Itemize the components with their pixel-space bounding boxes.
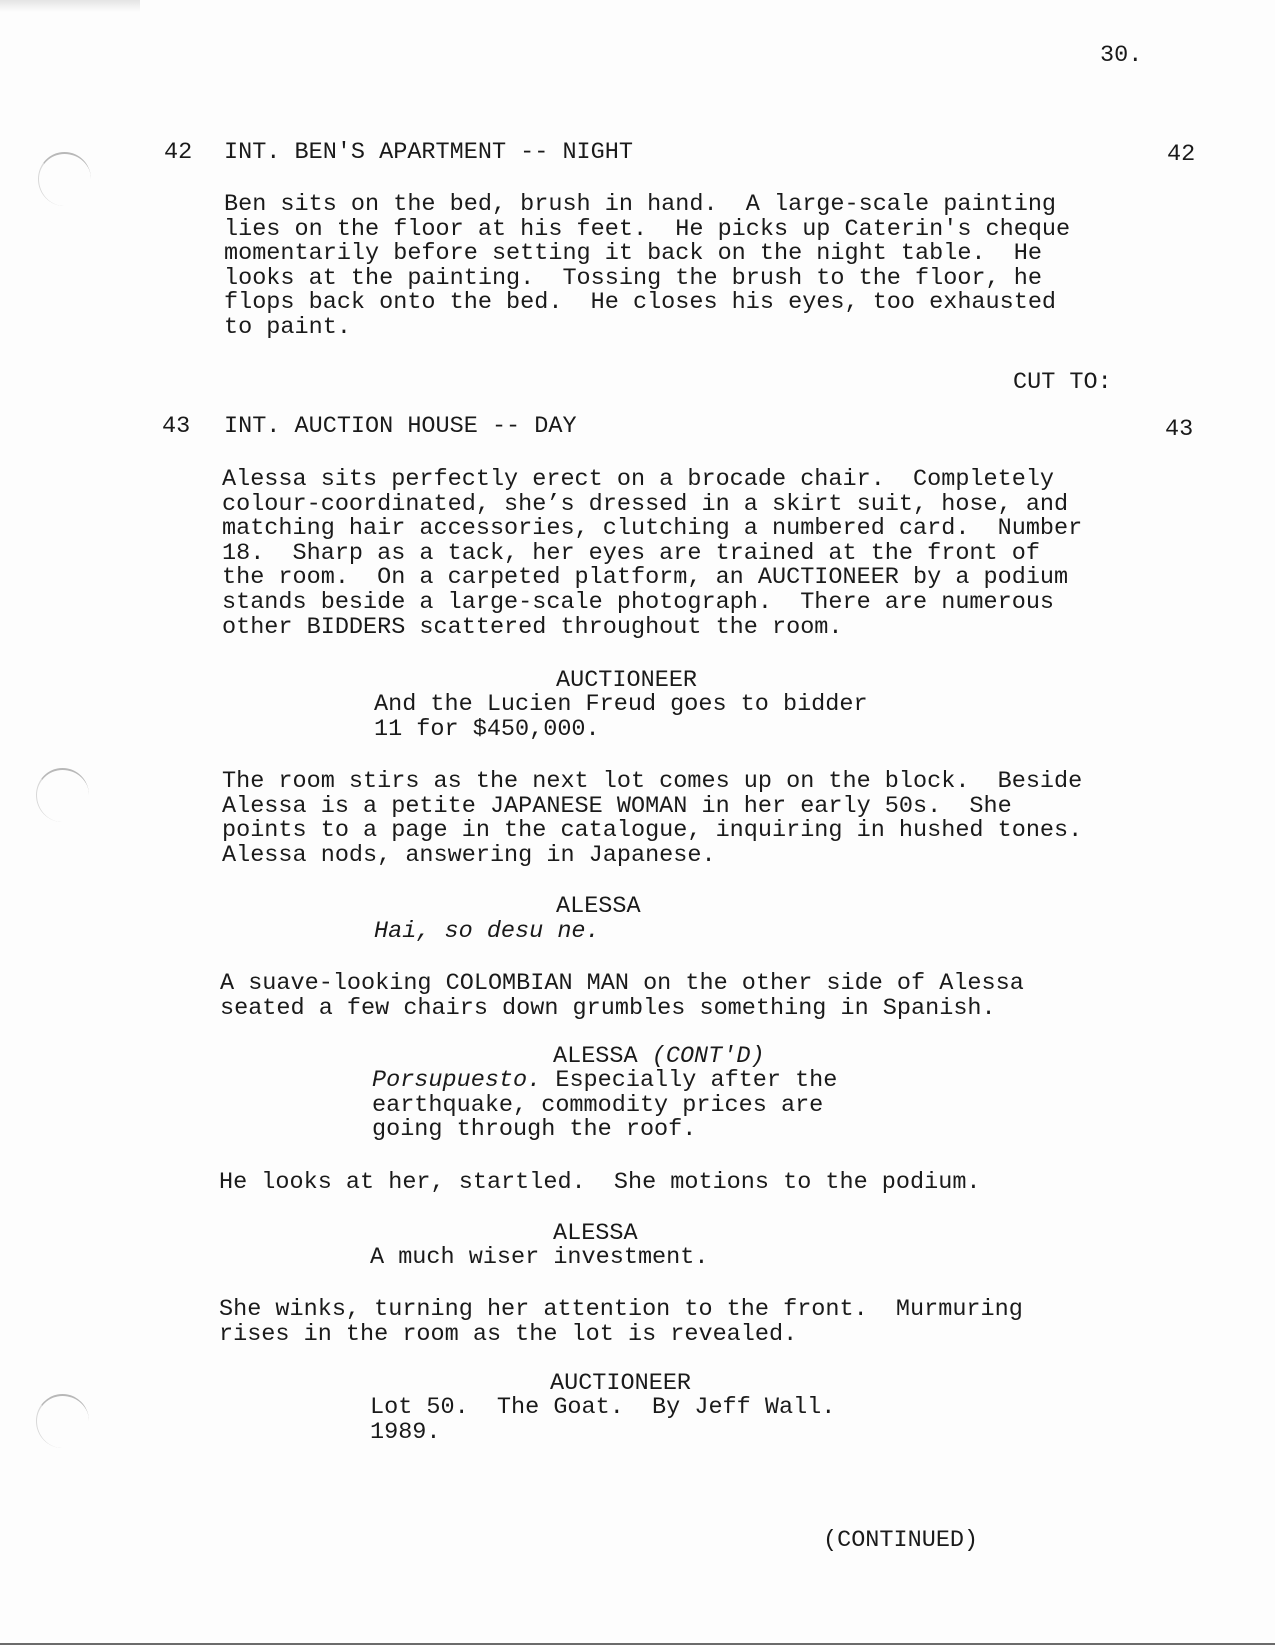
action-line: seated a few chairs down grumbles something in Spanish.: [220, 994, 996, 1022]
dialogue-text: Especially after the: [541, 1067, 838, 1094]
action-block: [224, 193, 1070, 341]
scene-heading: INT. AUCTION HOUSE -- DAY: [224, 413, 577, 440]
spanish-word: Porsupuesto.: [372, 1067, 542, 1094]
page-bottom-edge: [0, 1643, 1275, 1645]
action-line: Ben sits on the bed, brush in hand. A large-scale painting: [224, 191, 1057, 218]
punch-hole-top: [38, 152, 91, 206]
action-line: lies on the floor at his feet. He picks up Caterin's cheque: [224, 215, 1071, 243]
continued-footer: (CONTINUED): [823, 1527, 979, 1554]
scene-number-right: 43: [1165, 416, 1194, 443]
character-cue: AUCTIONEER: [556, 667, 698, 694]
character-cue: ALESSA: [553, 1220, 638, 1247]
character-extension: (CONT'D): [651, 1043, 765, 1070]
action-block: [219, 1298, 1023, 1347]
action-block: [220, 972, 1024, 1021]
action-line: A suave-looking COLOMBIAN MAN on the other side of Alessa: [220, 970, 1024, 997]
action-line: the room. On a carpeted platform, an AUCTIONEER by a podium: [222, 564, 1069, 592]
transition: CUT TO:: [1013, 369, 1112, 396]
dialogue-line: going through the roof.: [372, 1116, 697, 1144]
action-line: flops back onto the bed. He closes his eyes, too exhausted: [224, 289, 1057, 317]
action-line: colour-coordinated, she’s dressed in a skirt suit, hose, and: [222, 490, 1069, 518]
action-line: 18. Sharp as a tack, her eyes are trained at the front of: [222, 539, 1040, 567]
scan-smudge: [0, 0, 140, 12]
character-name: ALESSA: [553, 1043, 638, 1070]
action-line: Alessa sits perfectly erect on a brocade chair. Completely: [222, 466, 1055, 493]
action-line: The room stirs as the next lot comes up on the block. Beside: [222, 768, 1083, 795]
action-line: to paint.: [224, 313, 351, 341]
scene-number-left: 42: [164, 139, 193, 166]
dialogue-line: 11 for $450,000.: [374, 715, 600, 743]
action-block: [222, 468, 1082, 640]
dialogue-line: [372, 1069, 837, 1094]
dialogue-block: [370, 1396, 835, 1445]
action-line: other BIDDERS scattered throughout the room.: [222, 613, 843, 641]
scene-number-left: 43: [162, 413, 191, 440]
character-cue: AUCTIONEER: [550, 1370, 692, 1397]
character-cue: ALESSA: [556, 893, 641, 920]
dialogue-line: Lot 50. The Goat. By Jeff Wall.: [370, 1394, 836, 1421]
scene-number-right: 42: [1167, 141, 1196, 168]
action-line: momentarily before setting it back on the night table. He: [224, 240, 1042, 268]
scene-heading: INT. BEN'S APARTMENT -- NIGHT: [224, 139, 633, 166]
action-line: Alessa is a petite JAPANESE WOMAN in her early 50s. She: [222, 792, 1012, 820]
action-line: stands beside a large-scale photograph. There are numerous: [222, 588, 1055, 616]
action-line: She winks, turning her attention to the front. Murmuring: [219, 1296, 1023, 1323]
action-line: looks at the painting. Tossing the brush to the floor, he: [224, 264, 1042, 292]
dialogue-line: 1989.: [370, 1418, 441, 1446]
punch-hole-bottom: [36, 1394, 89, 1448]
action-line: rises in the room as the lot is revealed.: [219, 1320, 798, 1348]
dialogue-line: A much wiser investment.: [370, 1244, 709, 1271]
action-line: matching hair accessories, clutching a numbered card. Number: [222, 515, 1083, 543]
dialogue-line: Hai, so desu ne.: [374, 918, 600, 945]
action-line: He looks at her, startled. She motions to the podium.: [219, 1169, 981, 1196]
dialogue-block: [372, 1069, 837, 1143]
dialogue-line: And the Lucien Freud goes to bidder: [374, 691, 868, 718]
action-line: Alessa nods, answering in Japanese.: [222, 841, 716, 869]
action-block: [222, 770, 1082, 868]
dialogue-block: [374, 693, 868, 742]
punch-hole-middle: [36, 768, 89, 822]
character-cue: [553, 1045, 765, 1070]
dialogue-line: earthquake, commodity prices are: [372, 1091, 824, 1119]
page-number: 30.: [1100, 42, 1143, 69]
action-line: points to a page in the catalogue, inquiring in hushed tones.: [222, 817, 1083, 845]
